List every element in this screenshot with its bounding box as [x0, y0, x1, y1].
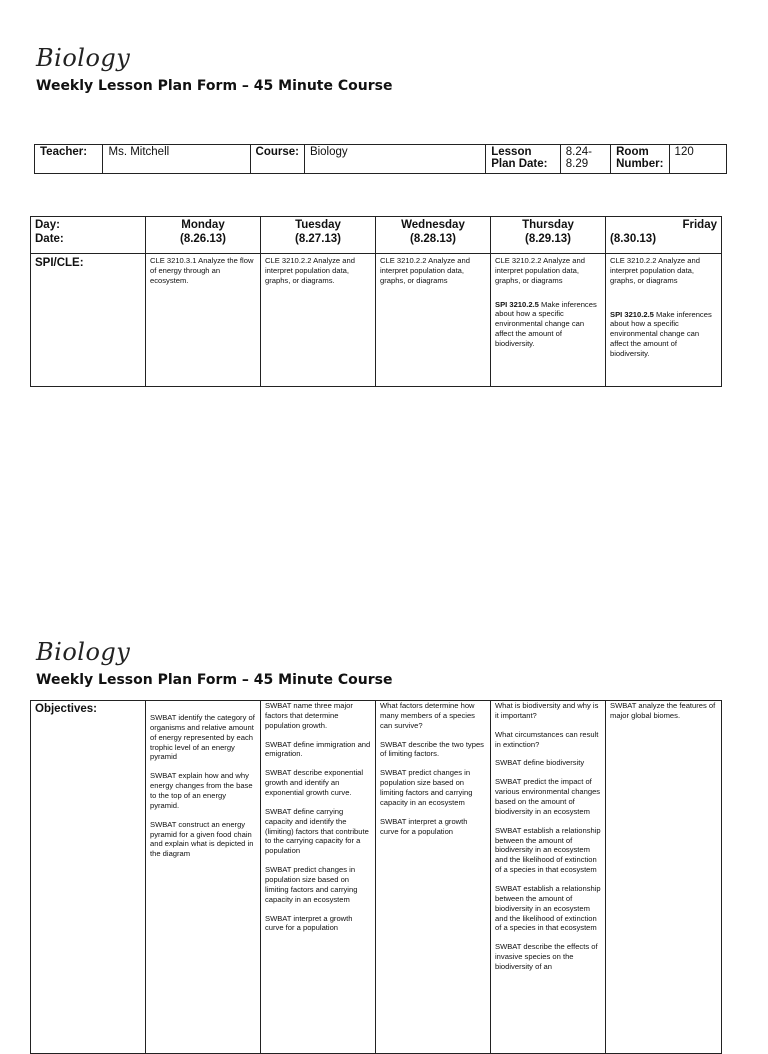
teacher-label: Teacher:: [35, 145, 103, 174]
objective-item: SWBAT define biodiversity: [495, 758, 585, 768]
objective-item: What is biodiversity and why is it important?: [495, 701, 599, 720]
day-header-monday: [146, 217, 261, 254]
objective-item: SWBAT define carrying capacity and identify the (limiting) factors that contribute to the carrying capacity for a population: [265, 806, 369, 856]
day-name: Monday: [181, 219, 225, 231]
form-subtitle: Weekly Lesson Plan Form – 45 Minute Course: [36, 78, 393, 94]
lesson-date-value: 8.24-8.29: [560, 145, 610, 174]
spi-code: SPI 3210.2.5: [610, 309, 654, 319]
day-date: (8.27.13): [294, 232, 342, 245]
objectives-thursday: [491, 701, 606, 1054]
day-name: Friday: [682, 219, 717, 231]
objective-item: SWBAT name three major factors that determine population growth.: [265, 701, 353, 730]
objective-item: SWBAT describe exponential growth and identify an exponential growth curve.: [265, 768, 364, 798]
day-date: (8.28.13): [409, 232, 457, 245]
objective-item: SWBAT establish a relationship between the amount of biodiversity in an ecosystem and the likelihood of extinction of a species in that ecosystem: [495, 825, 601, 875]
objective-item: SWBAT predict the impact of various environmental changes based on the amount of biodiversity in an ecosystem: [495, 777, 601, 816]
spi-cell-monday: CLE 3210.3.1 Analyze the flow of energy through an ecosystem.: [146, 254, 261, 387]
day-label: Day:: [35, 219, 60, 231]
teacher-value: Ms. Mitchell: [103, 145, 250, 174]
day-header-tuesday: [261, 217, 376, 254]
spi-text: [610, 310, 717, 359]
objectives-monday: [146, 701, 261, 1054]
course-value: Biology: [304, 145, 485, 174]
objective-item: SWBAT analyze the features of major global biomes.: [610, 701, 716, 720]
spi-cell-wednesday: CLE 3210.2.2 Analyze and interpret population data, graphs, or diagrams: [376, 254, 491, 387]
objective-item: SWBAT construct an energy pyramid for a given food chain and explain what is depicted in the diagram: [150, 819, 254, 859]
lesson-date-label: Lesson Plan Date:: [486, 145, 561, 174]
spi-desc: Make inferences about how a specific environmental change can affect the amount of biodiversity.: [495, 299, 597, 349]
day-header-thursday: [491, 217, 606, 254]
objective-item: SWBAT predict changes in population size based on limiting factors and carrying capacity in an ecosystem: [265, 865, 358, 904]
objective-item: SWBAT establish a relationship between the amount of biodiversity in an ecosystem and the likelihood of extinction of a species in that ecosystem: [495, 884, 601, 933]
spi-cell-thursday: [491, 254, 606, 387]
spi-cell-tuesday: CLE 3210.2.2 Analyze and interpret population data, graphs, or diagrams.: [261, 254, 376, 387]
day-date: (8.30.13): [610, 232, 657, 245]
objectives-wednesday: [376, 701, 491, 1054]
day-name: Wednesday: [401, 219, 465, 231]
spi-cle-table: [30, 216, 722, 387]
date-label: Date:: [35, 232, 64, 245]
objective-item: SWBAT define immigration and emigration.: [265, 739, 371, 759]
objective-item: SWBAT interpret a growth curve for a population: [265, 913, 353, 933]
teacher-info-table: [34, 144, 727, 174]
cle-text: CLE 3210.2.2 Analyze and interpret population data, graphs, or diagrams: [495, 256, 585, 285]
day-name: Tuesday: [295, 219, 341, 231]
spi-text: [495, 300, 601, 349]
room-label: Room Number:: [611, 145, 669, 174]
objectives-table: [30, 700, 722, 1054]
objectives-label: Objectives:: [31, 701, 146, 1054]
spi-code: SPI 3210.2.5: [495, 299, 539, 309]
script-title: Biology: [36, 44, 131, 72]
spi-cell-friday: [606, 254, 722, 387]
day-date: (8.29.13): [524, 232, 572, 245]
objective-item: SWBAT identify the category of organisms and relative amount of energy represented by each trophic level of an energy pyramid: [150, 713, 255, 762]
form-subtitle-page2: Weekly Lesson Plan Form – 45 Minute Course: [36, 672, 393, 688]
objective-item: What circumstances can result in extinction?: [495, 729, 599, 749]
spi-desc: Make inferences about how a specific environmental change can affect the amount of biodiversity.: [610, 309, 712, 359]
cle-text: CLE 3210.2.2 Analyze and interpret population data, graphs, or diagrams: [610, 256, 700, 285]
course-label: Course:: [250, 145, 304, 174]
day-header-friday: [606, 217, 722, 254]
script-title-page2: Biology: [36, 638, 131, 666]
room-value: 120: [669, 145, 726, 174]
objective-item: SWBAT explain how and why energy changes from the base to the top of an energy pyramid.: [150, 771, 253, 810]
objective-item: SWBAT predict changes in population size based on limiting factors and carrying capacity in an ecosystem: [380, 768, 473, 807]
objective-item: SWBAT describe the two types of limiting factors.: [380, 739, 484, 759]
day-date-header: [31, 217, 146, 254]
day-name: Thursday: [522, 219, 574, 231]
spi-cle-label: SPI/CLE:: [31, 254, 146, 387]
day-date: (8.26.13): [179, 232, 227, 245]
objective-item: SWBAT describe the effects of invasive species on the biodiversity of an: [495, 942, 598, 972]
objectives-friday: [606, 701, 722, 1054]
objective-item: What factors determine how many members of a species can survive?: [380, 701, 475, 730]
objective-item: SWBAT interpret a growth curve for a population: [380, 816, 468, 836]
objectives-tuesday: [261, 701, 376, 1054]
day-header-wednesday: [376, 217, 491, 254]
